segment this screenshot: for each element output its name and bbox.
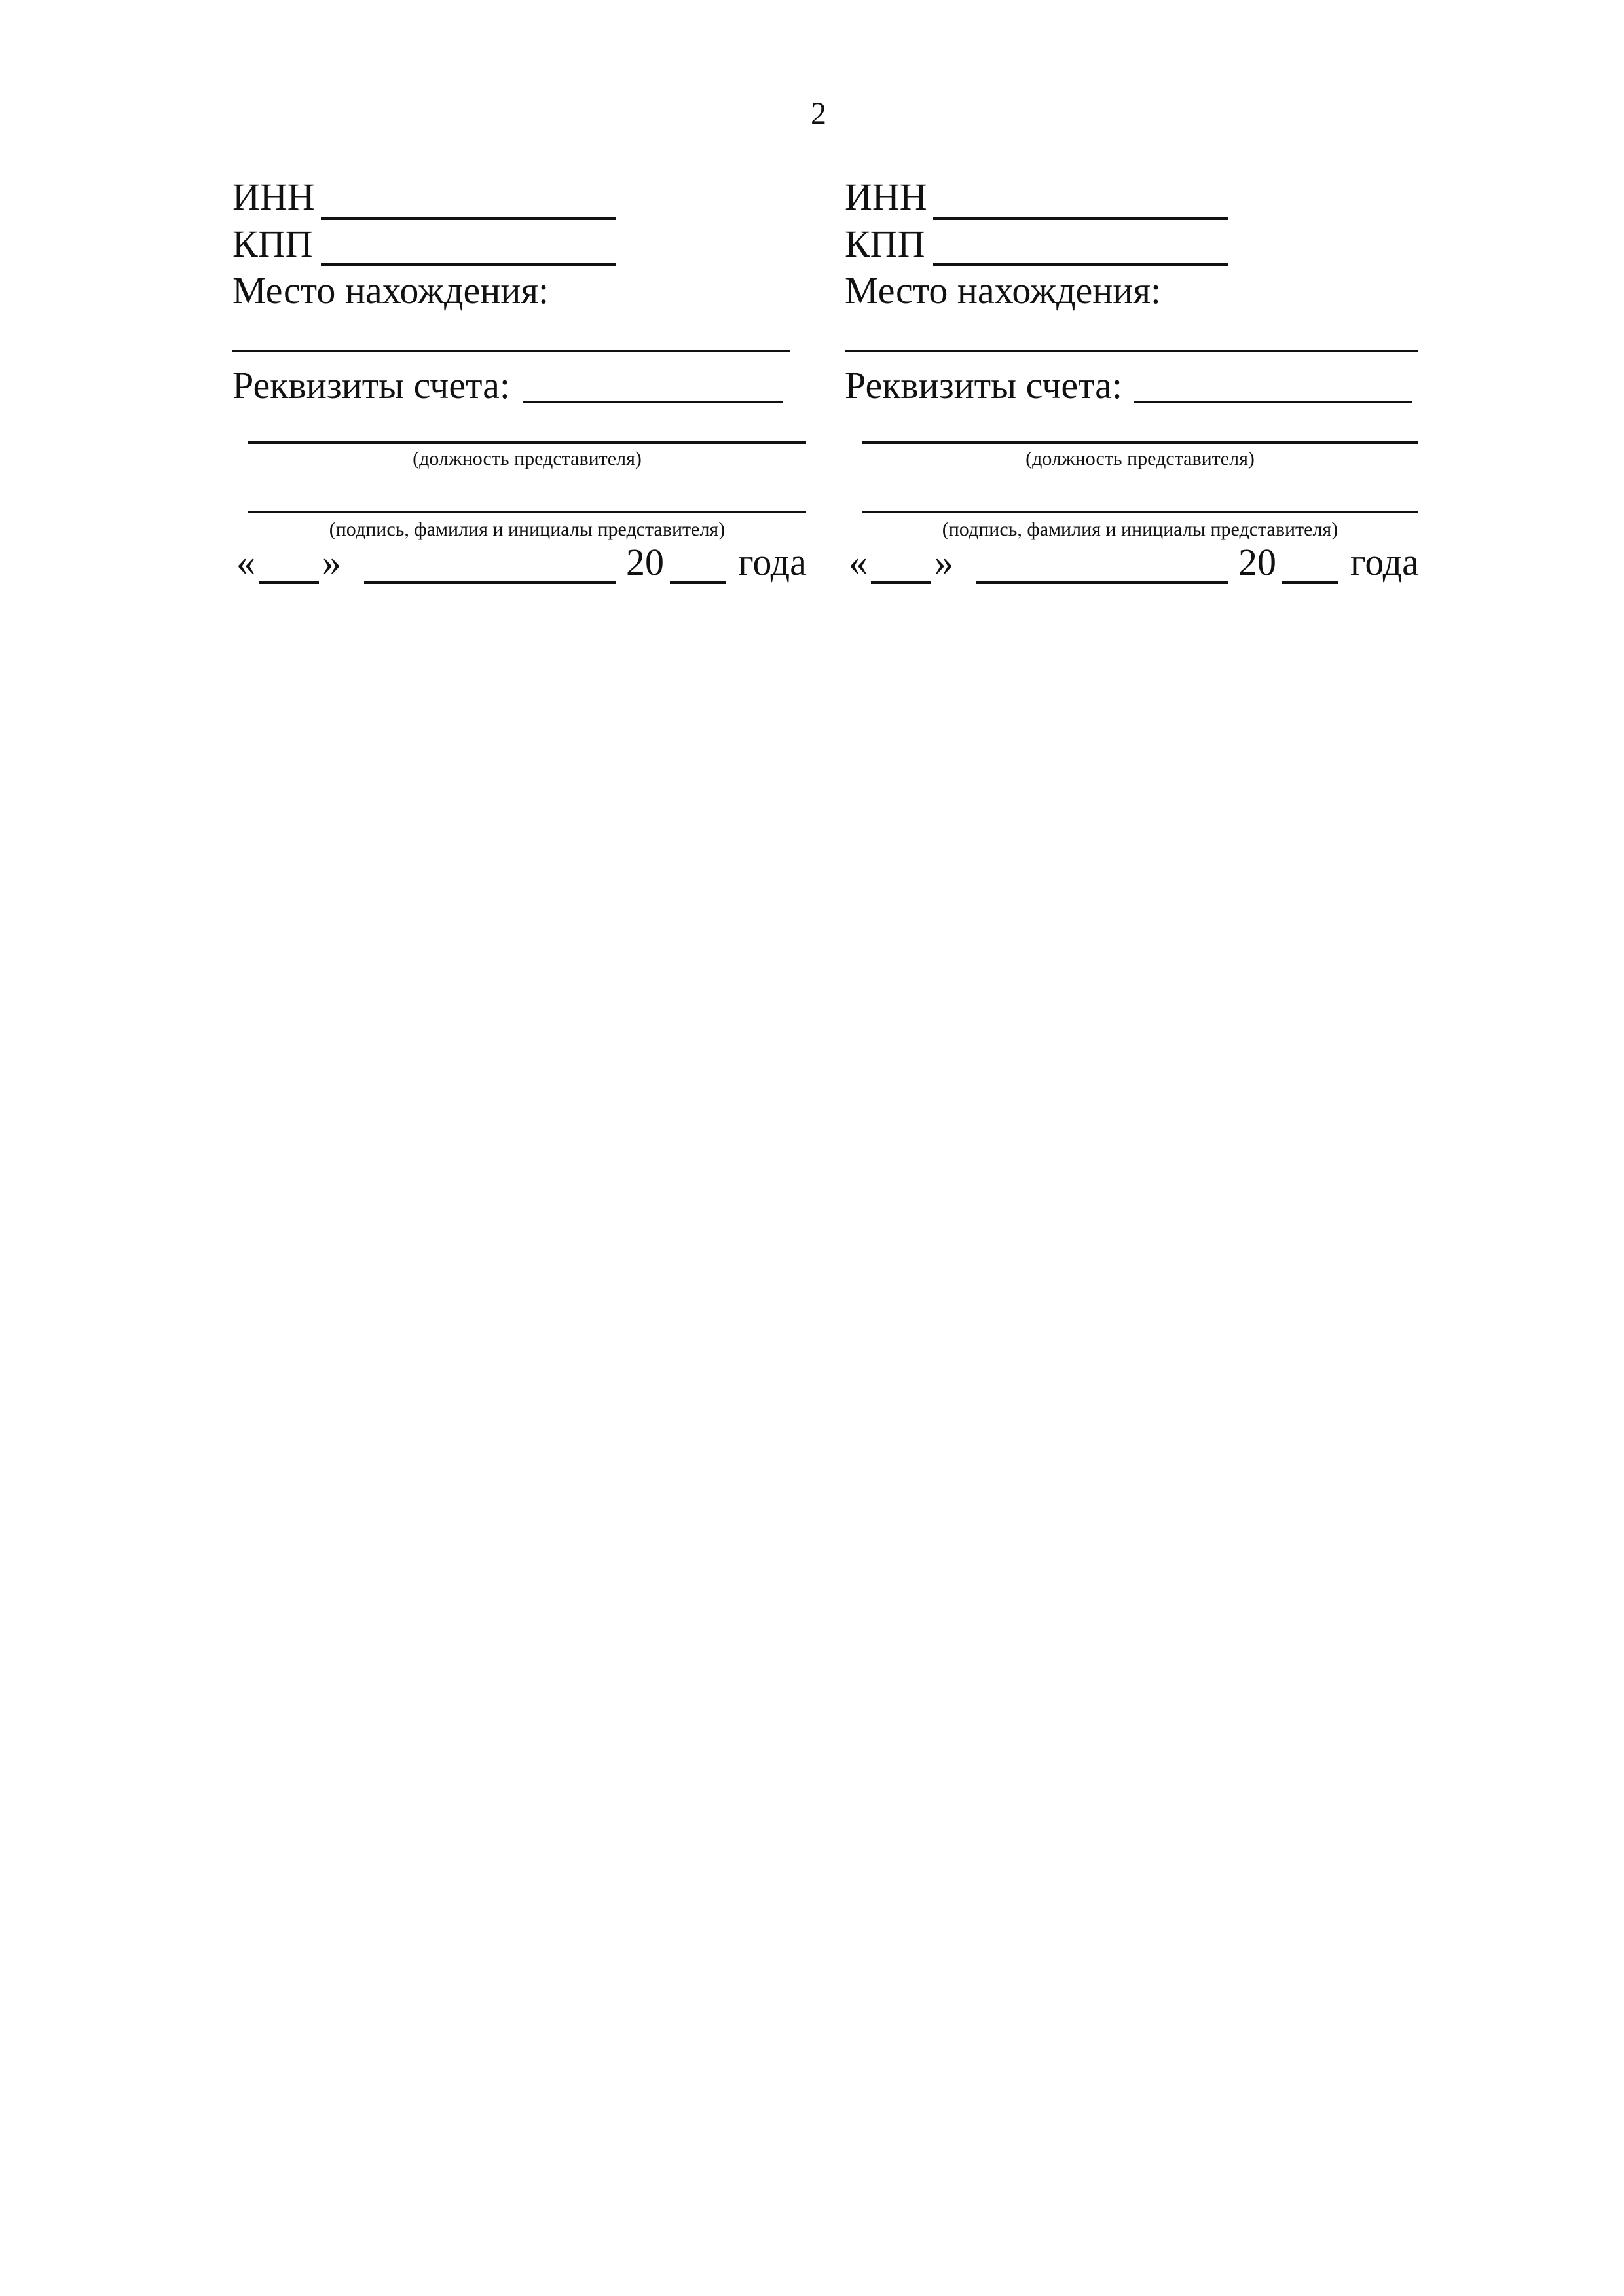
kpp-label: КПП bbox=[845, 223, 925, 265]
position-input-line[interactable] bbox=[862, 441, 1418, 444]
signature-input-line[interactable] bbox=[862, 511, 1418, 513]
date-open-quote: « bbox=[236, 541, 255, 583]
signature-caption: (подпись, фамилия и инициалы представителя) bbox=[942, 519, 1338, 540]
location-row bbox=[845, 269, 1162, 312]
date-close-quote: » bbox=[934, 541, 953, 583]
location-label: Место нахождения: bbox=[232, 269, 549, 312]
kpp-row bbox=[845, 225, 925, 263]
inn-row bbox=[232, 175, 315, 218]
location-row bbox=[232, 269, 549, 312]
kpp-input-line[interactable] bbox=[321, 263, 616, 266]
date-year-word: года bbox=[1350, 541, 1419, 583]
kpp-label: КПП bbox=[232, 223, 313, 265]
signature-input-line[interactable] bbox=[248, 511, 806, 513]
kpp-input-line[interactable] bbox=[933, 263, 1228, 266]
location-input-line[interactable] bbox=[845, 350, 1418, 352]
account-input-line[interactable] bbox=[1134, 401, 1412, 403]
page-number: 2 bbox=[811, 96, 826, 131]
account-row bbox=[232, 364, 511, 407]
inn-input-line[interactable] bbox=[933, 217, 1228, 220]
date-year-line[interactable] bbox=[670, 581, 726, 584]
inn-label: ИНН bbox=[232, 175, 315, 218]
date-day-line[interactable] bbox=[259, 581, 319, 584]
account-label: Реквизиты счета: bbox=[845, 364, 1123, 407]
date-century: 20 bbox=[626, 541, 664, 583]
date-century: 20 bbox=[1238, 541, 1276, 583]
account-row bbox=[845, 364, 1123, 407]
inn-row bbox=[845, 175, 927, 218]
date-day-line[interactable] bbox=[871, 581, 931, 584]
location-input-line[interactable] bbox=[232, 350, 790, 352]
position-caption: (должность представителя) bbox=[1025, 448, 1255, 469]
date-year-line[interactable] bbox=[1282, 581, 1338, 584]
account-label: Реквизиты счета: bbox=[232, 364, 511, 407]
date-month-line[interactable] bbox=[976, 581, 1228, 584]
inn-input-line[interactable] bbox=[321, 217, 616, 220]
signature-caption: (подпись, фамилия и инициалы представителя) bbox=[329, 519, 726, 540]
date-close-quote: » bbox=[322, 541, 341, 583]
position-input-line[interactable] bbox=[248, 441, 806, 444]
position-caption: (должность представителя) bbox=[413, 448, 642, 469]
kpp-row bbox=[232, 225, 312, 263]
inn-label: ИНН bbox=[845, 175, 927, 218]
date-month-line[interactable] bbox=[364, 581, 616, 584]
location-label: Место нахождения: bbox=[845, 269, 1162, 312]
date-year-word: года bbox=[738, 541, 807, 583]
date-open-quote: « bbox=[849, 541, 868, 583]
account-input-line[interactable] bbox=[523, 401, 783, 403]
